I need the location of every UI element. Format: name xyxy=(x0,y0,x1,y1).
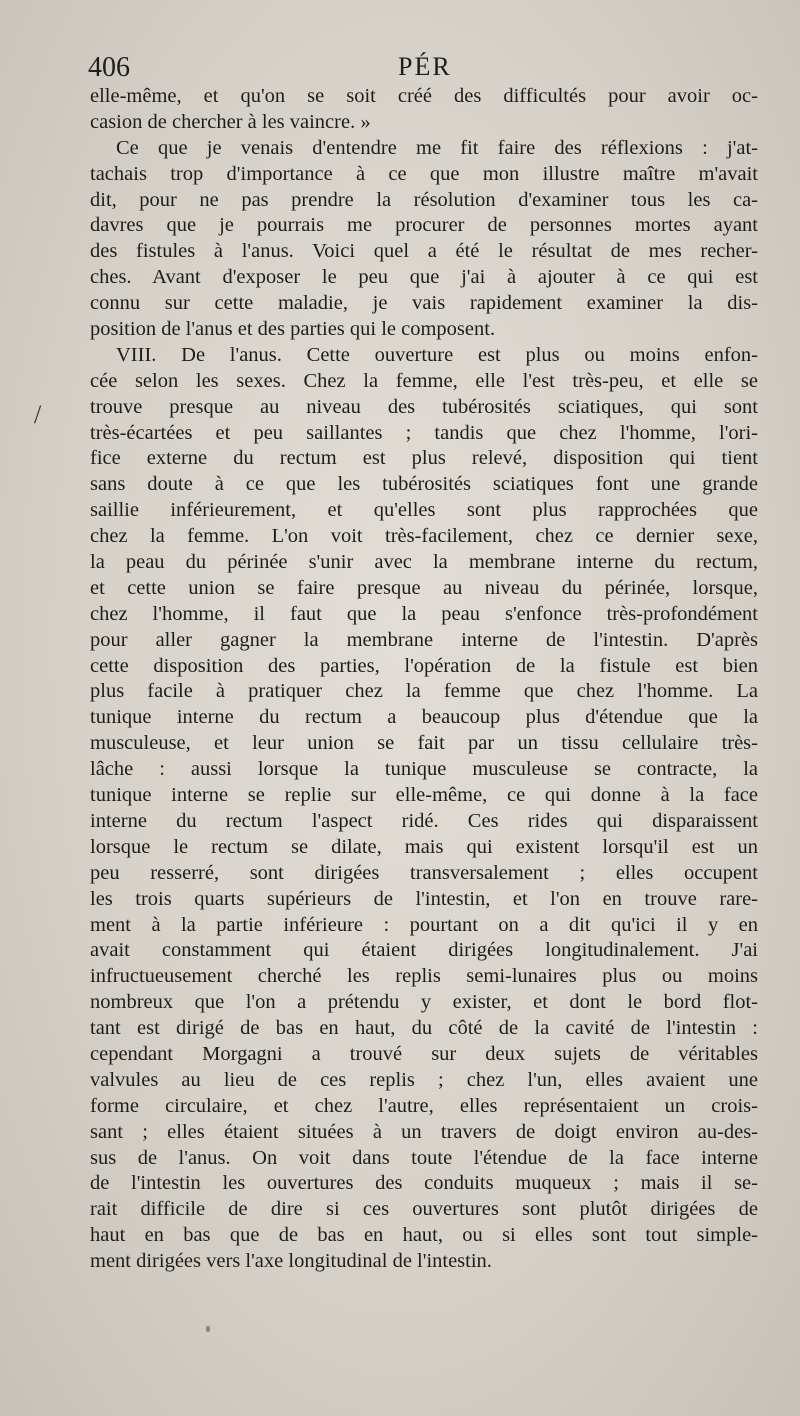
text-line: fice externe du rectum est plus relevé, disposition qui tient xyxy=(90,447,758,470)
text-line: sans doute à ce que les tubérosités sciatiques font une grande xyxy=(90,473,758,496)
text-line: cette disposition des parties, l'opération de la fistule est bien xyxy=(90,654,758,677)
text-line: VIII. De l'anus. Cette ouverture est plus ou moins enfon- xyxy=(116,343,758,366)
text-line: Ce que je venais d'entendre me fit faire des réflexions : j'at- xyxy=(116,136,758,159)
text-line: ment à la partie inférieure : pourtant on a dit qu'ici il y en xyxy=(90,913,758,936)
text-line: dit, pour ne pas prendre la résolution d'examiner tous les ca- xyxy=(90,188,758,211)
text-line: elle-même, et qu'on se soit créé des difficultés pour avoir oc- xyxy=(90,85,758,107)
text-line: avait constamment qui étaient dirigées longitudinalement. J'ai xyxy=(90,939,758,962)
text-line: sant ; elles étaient situées à un travers de doigt environ au-des- xyxy=(90,1120,758,1143)
text-line: interne du rectum l'aspect ridé. Ces rides qui disparaissent xyxy=(90,809,758,832)
text-line: position de l'anus et des parties qui le composent. xyxy=(90,318,496,341)
text-line: lorsque le rectum se dilate, mais qui existent lorsqu'il est un xyxy=(90,835,758,858)
running-head: PÉR xyxy=(398,52,452,81)
text-line: les trois quarts supérieurs de l'intestin, et l'on en trouve rare- xyxy=(90,887,758,910)
text-line: des fistules à l'anus. Voici quel a été le résultat de mes recher- xyxy=(90,240,758,263)
text-line: chez l'homme, il faut que la peau s'enfonce très-profondément xyxy=(90,602,758,625)
text-line: très-écartées et peu saillantes ; tandis que chez l'homme, l'ori- xyxy=(90,421,758,444)
text-line: chez la femme. L'on voit très-facilement, chez ce dernier sexe, xyxy=(90,525,758,548)
text-line: de l'intestin les ouvertures des conduits muqueux ; mais il se- xyxy=(90,1172,758,1195)
text-line: tunique interne se replie sur elle-même, ce qui donne à la face xyxy=(90,784,758,807)
text-line: ment dirigées vers l'axe longitudinal de l'intestin. xyxy=(90,1250,492,1273)
marginal-mark: / xyxy=(34,400,42,429)
text-line: peu resserré, sont dirigées transversalement ; elles occupent xyxy=(90,861,758,884)
text-line: valvules au lieu de ces replis ; chez l'un, elles avaient une xyxy=(90,1068,758,1091)
text-line: saillie inférieurement, et qu'elles sont plus rapprochées que xyxy=(90,499,758,522)
ink-spot xyxy=(206,1326,210,1332)
text-line: plus facile à pratiquer chez la femme que chez l'homme. La xyxy=(90,680,758,703)
text-line: nombreux que l'on a prétendu y exister, et dont le bord flot- xyxy=(90,991,758,1014)
text-line: connu sur cette maladie, je vais rapidement examiner la dis- xyxy=(90,292,758,315)
text-line: davres que je pourrais me procurer de personnes mortes ayant xyxy=(90,214,758,237)
text-line: cée selon les sexes. Chez la femme, elle l'est très-peu, et elle se xyxy=(90,369,758,392)
text-line: forme circulaire, et chez l'autre, elles représentaient un crois- xyxy=(90,1094,758,1117)
text-line: tunique interne du rectum a beaucoup plus d'étendue que la xyxy=(90,706,758,729)
text-line: trouve presque au niveau des tubérosités sciatiques, qui sont xyxy=(90,395,758,418)
text-line: la peau du périnée s'unir avec la membrane interne du rectum, xyxy=(90,551,758,574)
text-line: cependant Morgagni a trouvé sur deux sujets de véritables xyxy=(90,1042,758,1065)
text-line: musculeuse, et leur union se fait par un tissu cellulaire très- xyxy=(90,732,758,755)
text-line: tachais trop d'importance à ce que mon illustre maître m'avait xyxy=(90,162,758,185)
text-line: lâche : aussi lorsque la tunique musculeuse se contracte, la xyxy=(90,758,758,781)
text-line: sus de l'anus. On voit dans toute l'étendue de la face interne xyxy=(90,1146,758,1169)
page-number: 406 xyxy=(88,52,130,83)
text-line: ches. Avant d'exposer le peu que j'ai à ajouter à ce qui est xyxy=(90,266,758,289)
text-line: pour aller gagner la membrane interne de l'intestin. D'après xyxy=(90,628,758,651)
text-line: tant est dirigé de bas en haut, du côté de la cavité de l'intestin : xyxy=(90,1017,758,1040)
text-line: rait difficile de dire si ces ouvertures sont plutôt dirigées de xyxy=(90,1198,758,1221)
text-line: haut en bas que de bas en haut, ou si elles sont tout simple- xyxy=(90,1224,758,1247)
text-line: et cette union se faire presque au niveau du périnée, lorsque, xyxy=(90,576,758,599)
body-text xyxy=(90,84,758,1275)
text-line: infructueusement cherché les replis semi-lunaires plus ou moins xyxy=(90,965,758,988)
text-line: casion de chercher à les vaincre. » xyxy=(90,110,371,133)
